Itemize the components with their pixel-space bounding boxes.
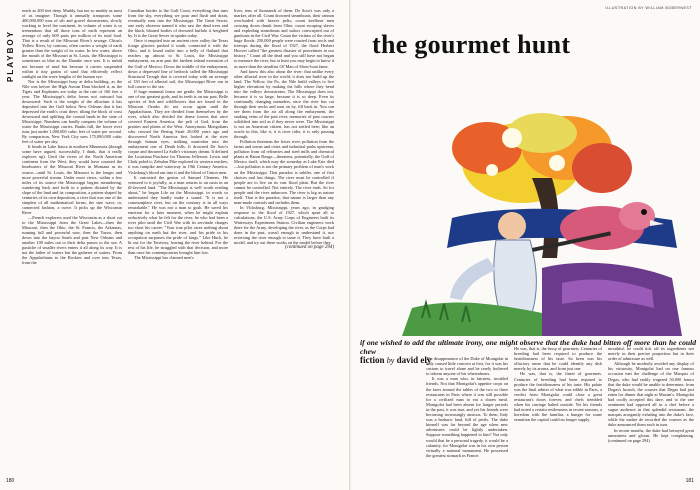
magazine-name-vertical xyxy=(6,8,20,98)
paragraph: The disappearance of the Duke of Montgolat in Italy caused little concern at first, for it was his custom to travel alone and be rarely bothered to inform anyone of his whereabouts. xyxy=(426,356,508,377)
paragraph: The Mississippi has claimed men's xyxy=(134,255,194,261)
paragraph: If huge mammal forms are gentle, the Mississippi is one of our greatest gods, and its teeth is on our past. Belle species of fish and wildflowers that are found in the Missouri Ozarks do not occur again until the Appalachians. They are divided from themselves by the river, which also divided the dense forests that once covered Eastern America, the pelt of God, from the prairies and plains of the West. Anonymous Mongolians who crossed the Bering Strait 20,000 years ago and discovered North America first looked at the river through human eyes, stalking mastodon into the embayment one of Death hills. It drowned De Soto's corpse and thwarted La Salle's visionary dream. It defined the Louisiana Purchase for Thomas Jefferson. Lewis and Clark poled it; Zebulon Pike explored its western reaches; it was turnpike and waterway in 19th Century America. Vicksburg's blood ran into it and the blood of Union men. xyxy=(128,88,228,175)
paragraph: It outcasted the genius of Samuel Clemens. He ventured to it joyfully, as a man returns to an oasis in an ill-favored land. "The Mississippi is well worth reading about," he began Life on the Mississippi, in words so understated they hardly make a sound. "It is not a commonplace river, but on the contrary is in all ways remarkable." He was not a man to gush. He saved his emotion for a later moment, when he might explain seductively what he felt for the river, he who had been a river pilot until the Civil War with its servitude charges too short his career: "Your true pilot cares nothing about anything on earth but the river, and his pride in his occupation surpasses the pride of kings." Like Huck, he lit out for the Territory, leaving the river behind. For the rest of his life, he struggled with that decision, and more than once his contemporaries brought him low. xyxy=(128,174,228,256)
magazine-name: PLAYBOY xyxy=(6,30,15,82)
illustration-credit: ILLUSTRATION BY WILLIAM BOBERNEST xyxy=(605,6,692,10)
page-gutter xyxy=(349,0,351,490)
paragraph: In recent months, the duke had betrayed great uneasiness and gloom. He kept complaining. (continued on page 294) xyxy=(608,427,694,443)
paragraph: Nor is the Mississippi busy at delta building, as the Nile was before the High Aswan Dam blocked it, as the Tigris and Euphrates are today at the rate of 160 feet a year. The Mississippi's delta forms not outward but downward: Such is the weight of the alluvium it has deposited into the Gulf below New Orleans that it has depressed the earth's crust there, tilting the block of crust downward and uplifting the coastal lands in the state of Mississippi. Numbers can hardly compass the volume of water the Mississippi carries. Banks full, the lower river runs just under 1,000,000 cubic feet of water per second. By comparison, New York City uses 175,000,000 cubic feet of water per day. xyxy=(22,78,122,145)
paragraph: reach as 200 feet deep. Muddy, but not so muddy as most of us imagine: Though it annually transports some 400,000,000 tons of silt and gravel downstream, slowly working to level the continent, its volume of water is so tremendous that all those tons of earth represent an average of only 600 parts per million of its total load. That is a result of the Missouri River's sewage. China's Yellow River, by contrast, often carries a weight of earth greater than the weight of its water. In low water, above the mouth of the Missouri at St. Louis, the Mississippi is sometimes as blue as the Danube once was. It is turbid not because of mud but because it carries suspended within it tiny grains of sand that efficiently reflect sunlight on the wave lengths of the human eye. xyxy=(22,8,122,79)
left-page-column-2 xyxy=(128,8,228,474)
paragraph: —French explorers used the Wisconsin as a short cut to the Mississippi from the Great Lakes—then the Missouri, then the Ohio, the St. Francis, the Arkansas, running full and powerful now, then the Yazoo, then down into the bayou South and past New Orleans and another 100 miles out to their delta passes to the sea. A pastiche of smaller rivers enters it all along its way. It is not the father of waters but the gatherer of waters. From the Appalachians to the Rockies and over into Texas, from the xyxy=(22,214,122,266)
author-name: david ely xyxy=(396,355,432,365)
byline-fiction-label: fiction xyxy=(360,355,385,365)
purple-ground-shape xyxy=(542,263,682,336)
paragraph: He was, that is, the finest of gourmets. Centuries of breeding had been required to produce the fastidiousness of his taste. His palate was the final arbiter of what was edible in Paris, a verdict from Montgolat could close a great restaurant's doors forever, and chefs trembled when his carriage halted outside. Yet his friends had noted a certain restlessness in recent seasons, a boredom with the familiar, a hunger for some sensation the capital could no longer supply. xyxy=(514,371,602,423)
paragraph: He was, that is, the fussy of gourmets. Centuries of breeding had been required to produce the fastidiousness of his taste. So keen was his olfactory sense that he could identify any dish merely by its aroma, and from just one xyxy=(514,346,602,372)
paragraph: Once it emptied into an ancient river valley the Texas forage glaciers pushed it south, connected it with the Ohio, and it found outlet into a belly of flatland that reaches up almost to St. Louis, the Mississippi embayment, an arm past the farthest inland extension of the Gulf of Mexico. Down the middle of the embayment, down a depressed line of bedrock called the Mississippi Structural Trough that is covered today with an average of 150 feet of alluvial soil, the Mississippi River ran in full course to the sea. xyxy=(128,38,228,89)
paragraph: mouthful, he could tick off its ingredients not merely in their precise proportion but in their order of admixture as well. xyxy=(608,346,694,362)
article-title: the gourmet hunt xyxy=(372,30,571,59)
right-page-column-1 xyxy=(426,356,508,472)
paragraph: It was a man who, in fairness, troubled friends. Not that Montgolat's appetite crops on the fares around the tables of the two or three restaurants in Paris where it was still possible for a civilized man to eat a dozen meal. Montgolat had been absent for longer periods in the past, it was true, and yet his friends were becoming increasingly anxious. To them, Italy was a barbaric land, full of perils. The duke himself was far beyond the age when new adventures could be lightly undertaken. Suppose something happened to him? Not only would that be a personal tragedy, it would be a calamity, for Montgolat was in his own person virtually a national monument. He possessed the greatest stomach in France. xyxy=(426,376,508,458)
illustration xyxy=(392,108,692,336)
paragraph: lives, tens of thousands of them: De Soto's was only a marker, after all. Count drowned steamboats, their cannon overloaded with heaver pelts; count keelboat men crossing down drunk from Ohio; count escaping slaves and exploding steamboats and sailors conscripted out of gunboats in the Civil War. Count the victims of the river's huge floods: 250,000 people were rousted from roofs and treetops during the flood of 1927, the flood Herbert Hoover called "the greatest disaster of peacetimes in our history." Count all the dead and you still have not begun to measure the river, but at least you may begin to know it as more than the steadfast Ol' Man of Show-boat fame. xyxy=(234,8,334,69)
paragraph: And know this also about the river: that unlike every other alluvial river in the world, it does not build up the land. The Yellow, the Po, the Nile build valleys to live higher elevations by making the hills where they bend into the valleys downstream. The Mississippi does not, because it is so large, because it is so deep. Even its continually changing meanders, once the river has cut through their necks and runs on by, fill back in. You can see them from the air all along the embayment, the snaking veins of the past river, memories of past courses solidified into soil as if they never were. The Mississippi is not an American citizen, has not settled here; like an oracle in this, like it, it is river rider, it is only passing through. xyxy=(234,68,334,140)
right-page-column-3 xyxy=(608,346,694,472)
continued-note: (continued on page 294) xyxy=(284,245,334,251)
article-byline xyxy=(360,355,431,365)
paragraph: Although he modestly avoided any display of his virtuosity, Montgolat had on one famous occasion met the challenge of the Marquis of Degas, who had rashly wagered 50,000 francs that the duke would be unable to determine, from Degas's broach, the courses that Degas had just eaten for dinner that night at Maxim's. Montgolat had coolly accepted this dare, and to the one sentiment had opposed all in a chef before a vague audience in that splendid restaurant, the marquis arrogantly exhaling into the duke's face, while the maître de recorded the courses as the duke announced them each in turn. xyxy=(608,361,694,428)
article-dek: if one wished to add the ultimate irony, one might observe that the duke had bitten off more than he could chew xyxy=(360,338,696,356)
byline-by: by xyxy=(386,356,395,365)
page-number-left: 180 xyxy=(6,478,15,484)
page-number-right: 181 xyxy=(685,478,694,484)
paragraph: Canadian border to the Gulf Coast, everything that runs from the sky, everything we pour and flush and drain, eventually runs into the Mississippi. The Great Sewer, one early observer named it who saw the dead trees and the black, bloated bodies of drowned buffalo it freighted by. It is the Great Sewer in spades today. xyxy=(128,8,228,39)
paragraph: In Vicksburg, Mississippi, years ago, in grudging response to the flood of 1927, which spurt all to calculations, the U.S. Army Corps of Engineers built its Waterways Experiment Station. Civilian engineers work there for the Army, developing the river, as the Corps had done in the past, wasn't enough to understand it, nor reversing the river enough to tame it. They have built a model, and try out there works on the model before they xyxy=(234,204,334,246)
left-page-column-3 xyxy=(234,8,334,474)
paragraph: It heads in Lake Itasca in northern Minnesota (though some have argued, successfully, I think, that it really explores up). Until the rivers of the North American continent from the West, they would have counted the headwaters of the Missouri River in Montana as its source—until St. Louis, the Missouri is the longer and more powerful stream. Under most views, within a few miles of its source the Mississippi begins meandering, wandering back and forth in a pattern dictated by the slope of the land and its composition, a pattern shaped by centuries of its own deposition, a river that was one of the simplest of all mathematical forms, the sine wave, or, connected fashion, a curve. It picks up the Wisconsin River xyxy=(22,144,122,215)
paragraph: Pollution threatens the lower river, pollution from the farms and towns and cities and industrial parks upstream, pollution from oil refineries and steel mills and chemical plants at Baton Rouge—threatens, potentially, the Gulf of Mexico itself, which may die someday as Lake Erie died—but pollution is not the primary problem of man's work on the Mississippi. That paradox is subtler, one of first choices and last things. The river must be controlled if people are to live on its vast flood plain. But the river cannot be controlled. Not entirely. The river ends. So for people and the river unknown. The river is big as nature itself. That is the paradox, that nature is larger than any man-made controls and includes them. xyxy=(234,139,334,205)
right-page-column-2 xyxy=(514,346,602,472)
left-page-column-1 xyxy=(22,8,122,474)
